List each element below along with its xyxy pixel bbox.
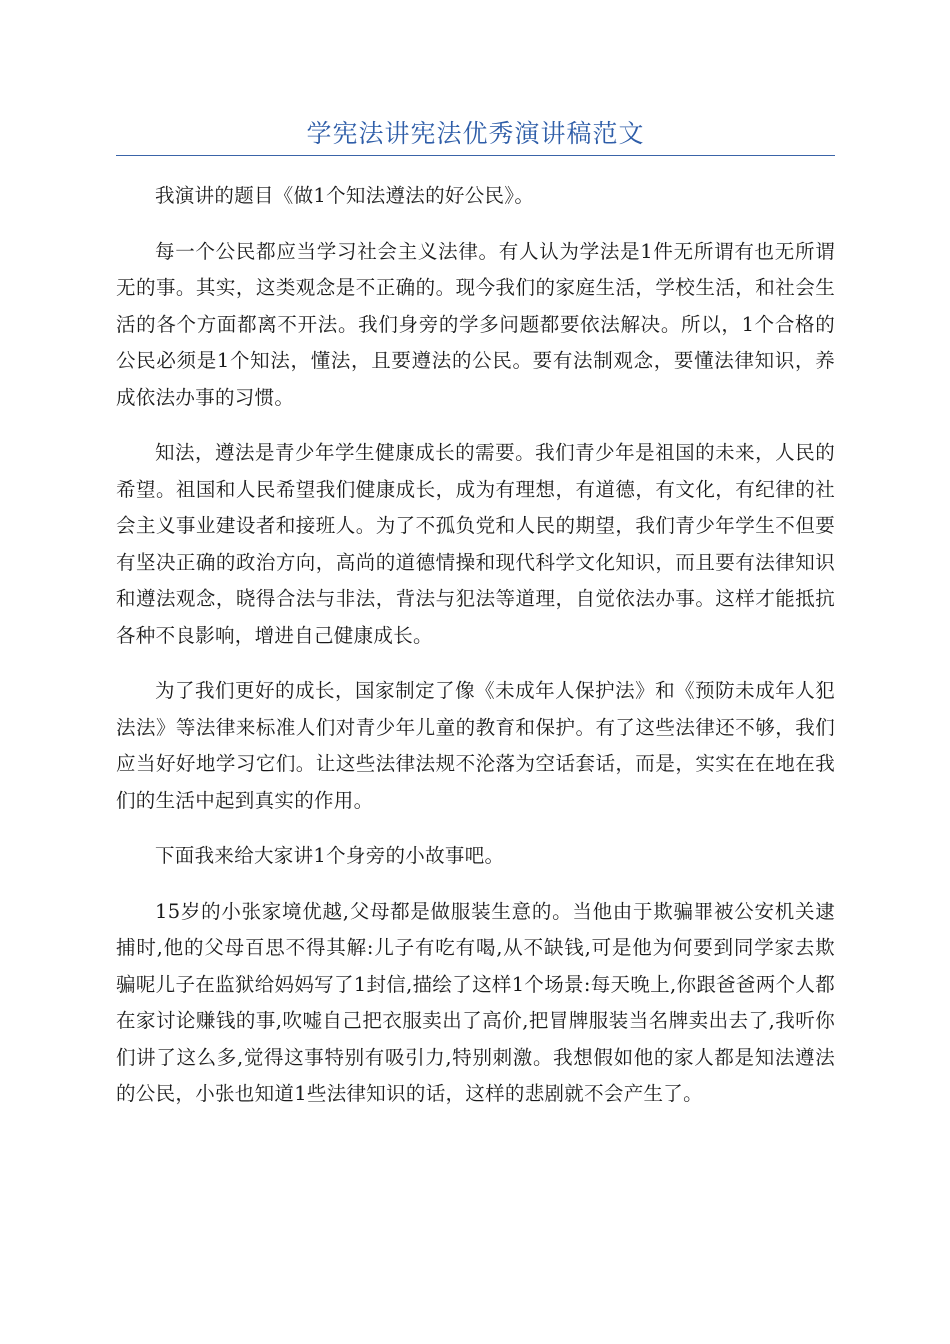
document-title: 学宪法讲宪法优秀演讲稿范文 [306, 119, 645, 148]
paragraph: 为了我们更好的成长，国家制定了像《未成年人保护法》和《预防未成年人犯法法》等法律来标准人们对青少年儿童的教育和保护。有了这些法律还不够，我们应当好好地学习它们。让这些法律法规不沦落为空话套话，而是，实实在在地在我们的生活中起到真实的作用。 [116, 679, 835, 812]
title-underline [116, 155, 835, 156]
paragraph: 每一个公民都应当学习社会主义法律。有人认为学法是1件无所谓有也无所谓无的事。其实，这类观念是不正确的。现今我们的家庭生活，学校生活，和社会生活的各个方面都离不开法。我们身旁的学多问题都要依法解决。所以，1个合格的公民必须是1个知法，懂法，且要遵法的公民。要有法制观念，要懂法律知识，养成依法办事的习惯。 [116, 239, 835, 409]
document-body [116, 178, 835, 1113]
paragraph: 下面我来给大家讲1个身旁的小故事吧。 [155, 844, 505, 867]
paragraph: 我演讲的题目《做1个知法遵法的好公民》。 [155, 184, 535, 207]
paragraph: 知法，遵法是青少年学生健康成长的需要。我们青少年是祖国的未来，人民的希望。祖国和人民希望我们健康成长，成为有理想，有道德，有文化，有纪律的社会主义事业建设者和接班人。为了不孤负党和人民的期望，我们青少年学生不但要有坚决正确的政治方向，高尚的道德情操和现代科学文化知识，而且要有法律知识和遵法观念，晓得合法与非法，背法与犯法等道理，自觉依法办事。这样才能抵抗各种不良影响，增进自己健康成长。 [116, 441, 835, 647]
paragraph: 15岁的小张家境优越,父母都是做服装生意的。当他由于欺骗罪被公安机关逮捕时,他的父母百思不得其解:儿子有吃有喝,从不缺钱,可是他为何要到同学家去欺骗呢儿子在监狱给妈妈写了1封信,描绘了这样1个场景:每天晚上,你跟爸爸两个人都在家讨论赚钱的事,吹嘘自己把衣服卖出了高价,把冒牌服装当名牌卖出去了,我听你们讲了这么多,觉得这事特别有吸引力,特别刺激。我想假如他的家人都是知法遵法的公民，小张也知道1些法律知识的话，这样的悲剧就不会产生了。 [116, 899, 835, 1105]
document-page [116, 0, 835, 1132]
